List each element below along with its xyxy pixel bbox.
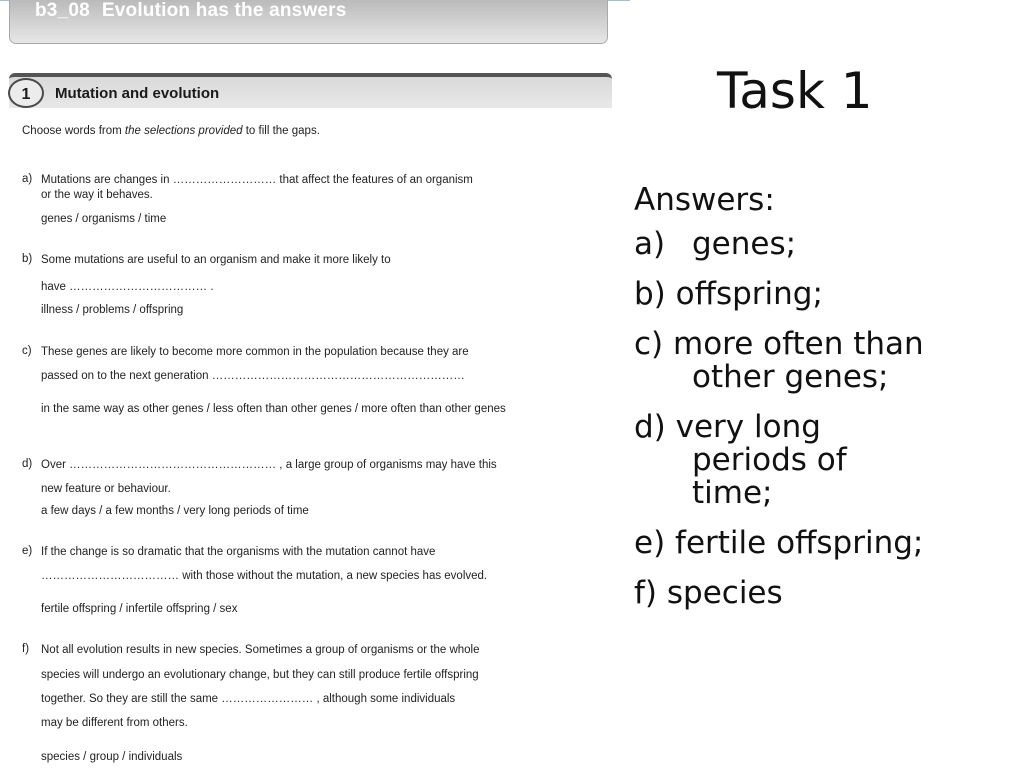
instructions-text: Choose words from [22, 125, 125, 137]
item-b-line2: have ……………………………… . [41, 281, 214, 293]
item-f-options: species / group / individuals [41, 751, 183, 763]
worksheet-header [9, 0, 608, 44]
item-b-line1: Some mutations are useful to an organism and make it more likely to [41, 254, 391, 266]
answer-text: fertile offspring; [675, 525, 924, 561]
item-c-label: c) [22, 345, 32, 357]
item-f-label: f) [22, 643, 30, 655]
item-e-line2: ……………………………… with those without the mutation, a new species has evolved. [41, 570, 488, 582]
item-c-options: in the same way as other genes / less often than other genes / more often than other genes [41, 403, 506, 415]
item-c-line1: These genes are likely to become more common in the population because they are [41, 346, 469, 358]
answer-marker: e) [634, 525, 666, 561]
answer-item [634, 328, 1014, 394]
answer-item [634, 228, 1014, 261]
question-title: Mutation and evolution [55, 85, 220, 102]
item-f-line1: Not all evolution results in new species. Sometimes a group of organisms or the whole [41, 644, 480, 656]
item-f-line3: together. So they are still the same …………………… , although some individuals [41, 693, 456, 705]
answer-item [634, 577, 1014, 610]
answer-text: very long periods of time; [675, 409, 847, 511]
item-e-line1: If the change is so dramatic that the organisms with the mutation cannot have [41, 546, 436, 558]
item-d-label: d) [22, 458, 33, 470]
answer-text: genes; [692, 226, 797, 262]
item-a-label: a) [22, 173, 33, 185]
answer-marker: d) [634, 409, 666, 445]
instructions-tail: to fill the gaps. [242, 125, 320, 137]
answer-item [634, 411, 1014, 510]
answer-item [634, 527, 1014, 560]
item-f-line4: may be different from others. [41, 717, 188, 729]
answers-panel [634, 182, 1014, 627]
item-d-options: a few days / a few months / very long periods of time [41, 505, 309, 517]
item-c-line2: passed on to the next generation ………………………………………………………… [41, 370, 465, 382]
item-e-label: e) [22, 545, 33, 557]
item-e-options: fertile offspring / infertile offspring / sex [41, 603, 238, 615]
item-a-line2: or the way it behaves. [41, 189, 153, 201]
question-number-badge: 1 [8, 78, 44, 108]
item-d-line2: new feature or behaviour. [41, 483, 171, 495]
instructions-emphasis: the selections provided [124, 125, 243, 137]
answer-text: species [666, 575, 783, 611]
answer-text: offspring; [675, 276, 823, 312]
answer-marker: c) [634, 326, 664, 362]
item-d-line1: Over ……………………………………………… , a large group of organisms may have this [41, 459, 497, 471]
answer-item [634, 278, 1014, 311]
worksheet-title [35, 0, 347, 22]
answer-marker: b) [634, 276, 666, 312]
item-b-label: b) [22, 253, 33, 265]
answer-text: more often than other genes; [673, 326, 924, 395]
item-a-options: genes / organisms / time [41, 213, 167, 225]
worksheet-code: b3_08 [35, 0, 90, 21]
item-a-line1: Mutations are changes in ……………………… that affect the features of an organism [41, 174, 473, 186]
answer-marker: a) [634, 226, 666, 262]
item-b-options: illness / problems / offspring [41, 304, 184, 316]
item-f-line2: species will undergo an evolutionary change, but they can still produce fertile offspring [41, 669, 479, 681]
worksheet-title-text: Evolution has the answers [101, 0, 347, 21]
instructions [22, 124, 320, 138]
answers-heading: Answers: [634, 182, 775, 218]
answer-marker: f) [634, 575, 658, 611]
task-title: Task 1 [717, 62, 873, 120]
